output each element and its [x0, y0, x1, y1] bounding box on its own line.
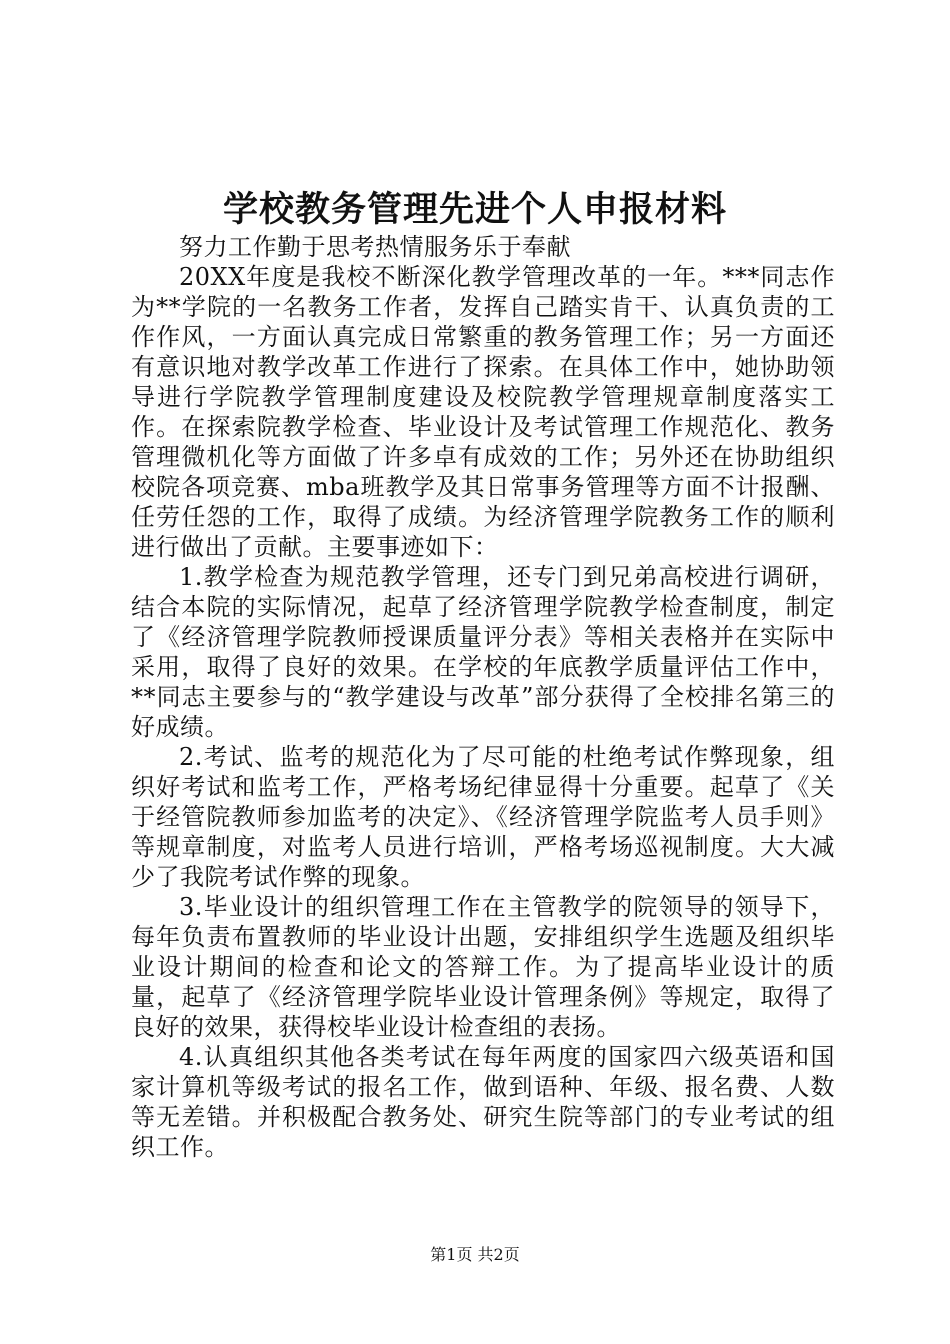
subtitle-paragraph: 努力工作勤于思考热情服务乐于奉献	[179, 233, 571, 261]
document-title: 学校教务管理先进个人申报材料	[222, 189, 727, 230]
item-paragraph-4: 4.认真组织其他各类考试在每年两度的国家四六级英语和国家计算机等级考试的报名工作，做到语种、年级、报名费、人数等无差错。并积极配合教务处、研究生院等部门的专业考试的组织工作。	[131, 1043, 835, 1161]
item-paragraph-1: 1.教学检查为规范教学管理，还专门到兄弟高校进行调研，结合本院的实际情况，起草了经济管理学院教学检查制度，制定了《经济管理学院教师授课质量评分表》等相关表格并在实际中采用，取得了良好的效果。在学校的年底教学质量评估工作中，**同志主要参与的“教学建设与改革”部分获得了全校排名第三的好成绩。	[131, 563, 835, 741]
item-paragraph-3: 3.毕业设计的组织管理工作在主管教学的院领导的领导下，每年负责布置教师的毕业设计出题，安排组织学生选题及组织毕业设计期间的检查和论文的答辩工作。为了提高毕业设计的质量，起草了《经济管理学院毕业设计管理条例》等规定，取得了良好的效果，获得校毕业设计检查组的表扬。	[131, 893, 835, 1041]
document-body	[131, 232, 835, 1162]
page-number-footer: 第1页 共2页	[430, 1245, 520, 1264]
item-paragraph-2: 2.考试、监考的规范化为了尽可能的杜绝考试作弊现象，组织好考试和监考工作，严格考场纪律显得十分重要。起草了《关于经管院教师参加监考的决定》、《经济管理学院监考人员手则》等规章制度，对监考人员进行培训，严格考场巡视制度。大大减少了我院考试作弊的现象。	[131, 743, 835, 891]
intro-paragraph: 20XX年度是我校不断深化教学管理改革的一年。***同志作为**学院的一名教务工作者，发挥自己踏实肯干、认真负责的工作作风，一方面认真完成日常繁重的教务管理工作；另一方面还有意识地对教学改革工作进行了探索。在具体工作中，她协助领导进行学院教学管理制度建设及校院教学管理规章制度落实工作。在探索院教学检查、毕业设计及考试管理工作规范化、教务管理微机化等方面做了许多卓有成效的工作；另外还在协助组织校院各项竞赛、mba班教学及其日常事务管理等方面不计报酬、任劳任怨的工作，取得了成绩。为经济管理学院教务工作的顺利进行做出了贡献。主要事迹如下：	[131, 263, 835, 561]
